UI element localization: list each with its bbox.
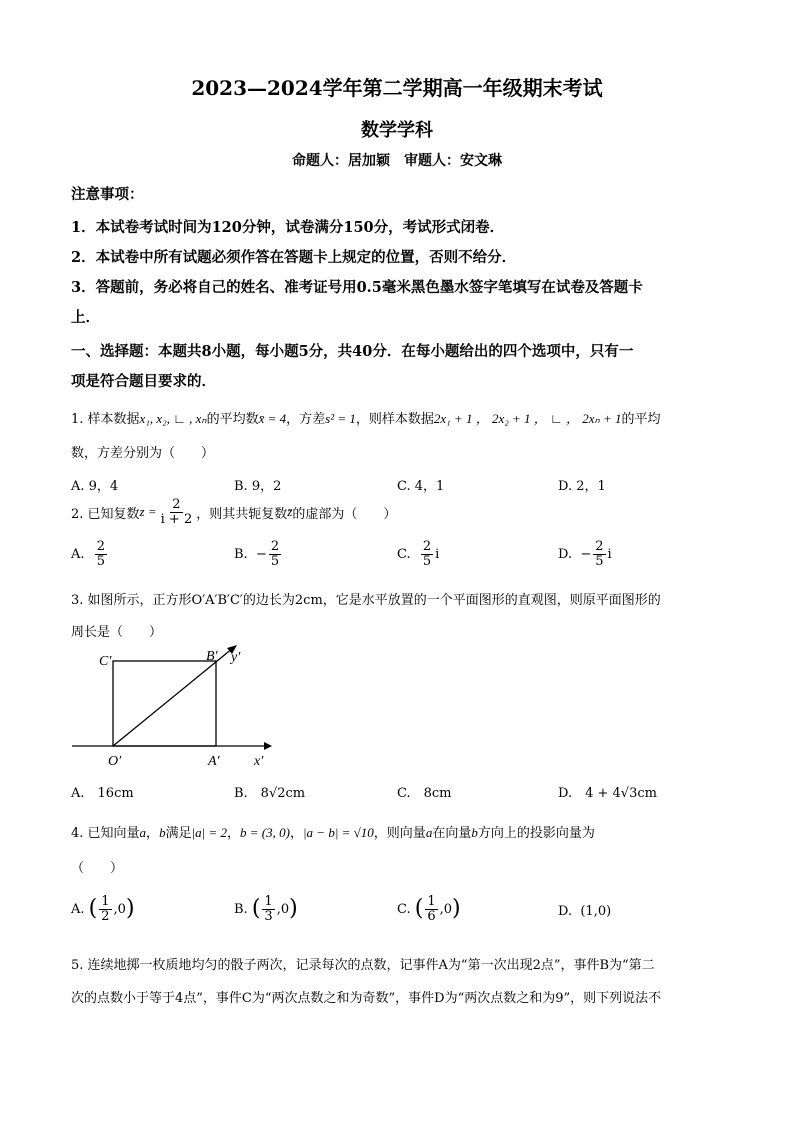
q1-formula: x₁, x₂, ∟ , xₙ — [139, 411, 207, 426]
q4-option-b — [234, 895, 298, 923]
q1-formula: s² = 1 — [325, 411, 356, 426]
frac-numerator: 1 — [427, 894, 436, 909]
option-fraction — [593, 540, 605, 568]
vector-a: a — [139, 825, 147, 840]
frac-numerator: 2 — [270, 539, 280, 554]
label-c: C′ — [99, 654, 112, 669]
frac-denominator: i + 2 — [160, 511, 193, 527]
square-diagram — [68, 640, 278, 770]
option-label: C. — [397, 546, 411, 562]
q2-fraction — [159, 498, 195, 526]
q4-option-d — [558, 904, 611, 919]
x-axis-arrow — [264, 742, 272, 750]
q1-formula: 2x₁ + 1 ， 2x₂ + 1 ， ∟ ， 2xₙ + 1 — [433, 411, 622, 426]
paren-open: ( — [88, 896, 98, 922]
q2-option-b — [234, 540, 283, 568]
option-label: B. — [234, 901, 248, 917]
frac-denominator: 5 — [96, 553, 106, 569]
question-3-line1: 3. 如图所示，正方形O′A′B′C′的边长为2cm，它是水平放置的一个平面图形的直观图，则原平面图形的 — [71, 593, 661, 608]
frac-numerator: 2 — [96, 539, 106, 554]
q2-text: 的虚部为（ ） — [292, 506, 397, 522]
option-label: D. — [558, 904, 573, 919]
question-2 — [71, 498, 396, 526]
option-suffix: i — [607, 546, 612, 562]
q4-text: ， — [227, 826, 241, 841]
frac-denominator: 3 — [264, 908, 273, 924]
question-3-line2: 周长是（ ） — [71, 625, 163, 640]
option-suffix: i — [435, 546, 440, 562]
q4-text: 方向上的投影向量为 — [477, 826, 595, 841]
frac-numerator: 2 — [172, 497, 181, 512]
note-item: 2．本试卷中所有试题必须作答在答题卡上规定的位置，否则不给分． — [71, 249, 517, 266]
q1-formula: x̄ = 4 — [258, 411, 287, 426]
option-sign: − — [255, 546, 267, 562]
vector-a: a — [425, 825, 433, 840]
q1-option-b: B. 9，2 — [234, 479, 282, 494]
frac-denominator: 6 — [427, 908, 436, 924]
paren-close: ) — [452, 896, 461, 922]
note-item: 3．答题前，务必将自己的姓名、准考证号用0.5毫米黑色墨水签字笔填写在试卷及答题卡 — [71, 279, 643, 296]
exam-title: 2023—2024学年第二学期高一年级期末考试 — [191, 76, 603, 100]
q2-text: 2. 已知复数 — [71, 506, 140, 522]
option-text: (1,0) — [580, 904, 612, 919]
option-fraction — [421, 540, 433, 568]
option-fraction — [99, 895, 111, 923]
question-4-line2: （ ） — [71, 861, 124, 876]
q4-text: ，则向量 — [373, 826, 426, 841]
label-a: A′ — [208, 754, 220, 769]
question-1-line2: 数，方差分别为（ ） — [71, 446, 215, 461]
paren-close: ) — [125, 896, 135, 922]
frac-numerator: 2 — [595, 539, 604, 554]
question-4-line1 — [71, 822, 595, 841]
question-5-line2: 次的点数小于等于4点”，事件C为“两次点数之和为奇数”，事件D为“两次点数之和为9”，则下列说法不 — [71, 991, 662, 1006]
q4-text: 4. 已知向量 — [71, 826, 140, 841]
q4-formula: |a| = 2 — [191, 825, 227, 840]
q1-text: 的平均数 — [206, 412, 259, 427]
q4-text: ， — [289, 826, 303, 841]
option-rest: ,0 — [113, 901, 126, 917]
q3-option-a: A. 16cm — [71, 786, 134, 801]
frac-denominator: 2 — [101, 908, 110, 924]
option-sign: − — [580, 546, 592, 562]
option-label: D. — [558, 546, 573, 562]
q1-option-a: A. 9，4 — [71, 479, 119, 494]
option-fraction — [95, 540, 107, 568]
option-rest: ,0 — [276, 901, 290, 917]
q3-option-b: B. 8√2cm — [234, 786, 306, 801]
frac-numerator: 1 — [101, 894, 110, 909]
label-o: O′ — [108, 754, 122, 769]
option-label: C. — [397, 901, 411, 917]
q2-option-d — [558, 540, 612, 568]
q4-formula: |a − b| = √10 — [302, 825, 374, 840]
q3-option-c: C. 8cm — [397, 786, 452, 801]
option-fraction — [425, 895, 437, 923]
q4-formula: b = (3, 0) — [240, 825, 290, 840]
section-heading: 一、选择题：本题共8小题，每小题5分，共40分．在每小题给出的四个选项中，只有一 — [71, 343, 634, 360]
q2-formula: z̄ — [287, 504, 293, 520]
frac-denominator: 5 — [270, 553, 280, 569]
option-label: A. — [71, 546, 85, 562]
note-item: 上． — [71, 309, 100, 326]
q4-option-a — [71, 895, 135, 923]
q2-formula: z = — [139, 504, 157, 520]
notes-heading: 注意事项： — [71, 186, 144, 203]
q1-text: 的平均 — [621, 412, 661, 427]
paren-open: ( — [414, 896, 424, 922]
subject-title: 数学学科 — [361, 120, 433, 141]
question-1-line1 — [71, 408, 660, 427]
q3-option-d: D. 4 + 4√3cm — [558, 786, 657, 801]
q2-text: ，则其共轭复数 — [196, 506, 288, 522]
label-x: x′ — [254, 754, 264, 769]
vector-b: b — [471, 825, 478, 840]
q1-text: ，方差 — [286, 412, 326, 427]
option-rest: ,0 — [439, 901, 453, 917]
option-label: B. — [234, 546, 248, 562]
q1-text: ，则样本数据 — [355, 412, 434, 427]
q2-option-a — [71, 540, 109, 568]
q1-option-d: D. 2，1 — [558, 479, 606, 494]
option-label: A. — [71, 901, 85, 917]
label-b: B′ — [206, 649, 218, 664]
frac-numerator: 1 — [264, 894, 273, 909]
q1-option-c: C. 4，1 — [397, 479, 445, 494]
option-fraction — [262, 895, 274, 923]
vector-b: b — [159, 825, 166, 840]
q1-text: 1. 样本数据 — [71, 412, 140, 427]
q4-option-c — [397, 895, 461, 923]
frac-numerator: 2 — [422, 539, 432, 554]
frac-denominator: 5 — [595, 553, 604, 569]
q4-text: 在向量 — [432, 826, 472, 841]
section-heading-cont: 项是符合题目要求的． — [71, 373, 216, 390]
question-5-line1: 5. 连续地掷一枚质地均匀的骰子两次，记录每次的点数，记事件A为“第一次出现2点”，事件B为“第二 — [71, 958, 655, 973]
note-item: 1．本试卷考试时间为120分钟，试卷满分150分，考试形式闭卷． — [71, 219, 505, 236]
frac-denominator: 5 — [422, 553, 432, 569]
option-fraction — [269, 540, 281, 568]
paren-close: ) — [289, 896, 298, 922]
paren-open: ( — [251, 896, 261, 922]
authors-line: 命题人：居加颖 审题人：安文琳 — [292, 153, 502, 169]
q4-text: ， — [146, 826, 160, 841]
label-y: y′ — [231, 650, 241, 665]
q4-text: 满足 — [165, 826, 192, 841]
q2-option-c — [397, 540, 439, 568]
